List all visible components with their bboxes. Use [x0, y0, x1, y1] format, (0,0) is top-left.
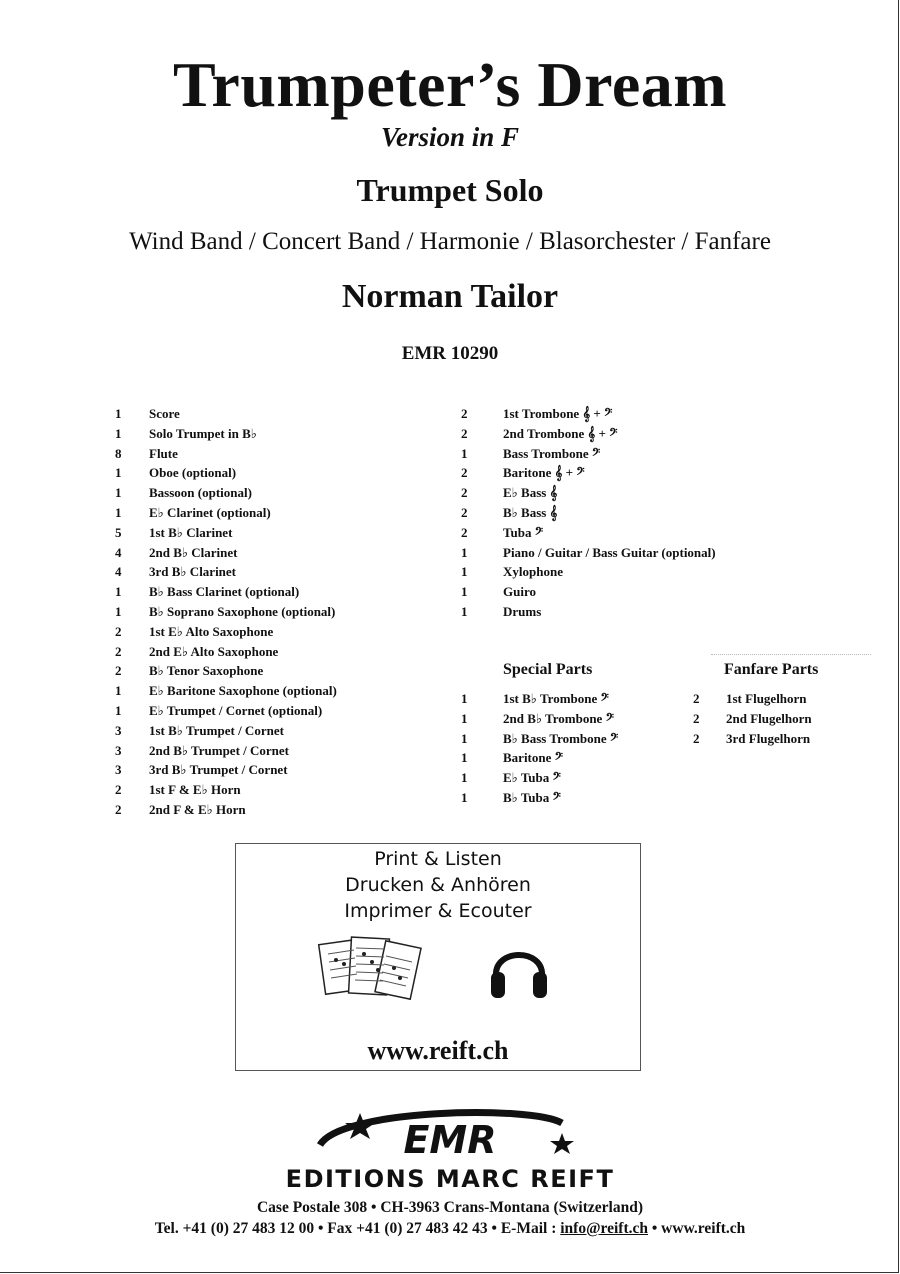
- solo-instrument: Trumpet Solo: [356, 172, 544, 208]
- website-text: • www.reift.ch: [648, 1220, 746, 1237]
- part-row: [693, 729, 853, 749]
- part-name: 1st B♭ Trombone 𝄢: [503, 691, 609, 706]
- part-name: 1st F & E♭ Horn: [149, 782, 241, 798]
- sheet-music-icon: [316, 934, 426, 1014]
- part-quantity: 1: [115, 683, 122, 699]
- part-row: [115, 760, 415, 780]
- part-row: [115, 721, 415, 741]
- part-row: [461, 463, 781, 483]
- part-row: [461, 709, 681, 729]
- part-name: Bass Trombone 𝄢: [503, 445, 601, 461]
- part-quantity: 1: [115, 465, 122, 481]
- fanfare-parts-heading: Fanfare Parts: [724, 661, 819, 678]
- part-name: Oboe (optional): [149, 465, 237, 481]
- catalog-number: EMR 10290: [401, 343, 499, 364]
- part-quantity: 2: [115, 663, 122, 679]
- part-quantity: 1: [115, 425, 122, 441]
- part-row: [115, 642, 415, 662]
- part-quantity: 2: [115, 623, 122, 639]
- part-name: Tuba 𝄢: [503, 524, 544, 540]
- part-row: [115, 622, 415, 642]
- part-row: [461, 582, 781, 602]
- parts-list-right: [461, 404, 781, 622]
- part-quantity: 2: [461, 485, 468, 501]
- part-row: [115, 463, 415, 483]
- part-name: E♭ Clarinet (optional): [149, 504, 271, 520]
- promo-line-english: Print & Listen: [374, 848, 502, 870]
- part-quantity: 5: [115, 524, 122, 540]
- part-row: [461, 543, 781, 563]
- part-name: Piano / Guitar / Bass Guitar (optional): [503, 544, 716, 560]
- part-quantity: 1: [115, 504, 122, 520]
- part-name: Drums: [503, 603, 542, 619]
- part-name: Score: [149, 406, 180, 421]
- part-name: E♭ Tuba 𝄢: [503, 770, 561, 786]
- fanfare-parts-list: [693, 689, 853, 748]
- part-row: [461, 602, 781, 622]
- part-row: [115, 661, 415, 681]
- part-name: 2nd Trombone 𝄞 + 𝄢: [503, 425, 618, 441]
- part-quantity: 1: [115, 485, 122, 501]
- publisher-name: EDITIONS MARC REIFT: [285, 1165, 615, 1193]
- part-quantity: 1: [461, 445, 468, 461]
- part-quantity: 8: [115, 445, 122, 461]
- publisher-address: Case Postale 308 • CH-3963 Crans-Montana (Switzerland): [256, 1199, 643, 1216]
- divider: [711, 654, 871, 655]
- part-quantity: 1: [461, 710, 468, 726]
- part-row: [115, 404, 415, 424]
- part-row: [461, 768, 681, 788]
- part-name: Baritone 𝄞 + 𝄢: [503, 465, 585, 481]
- part-quantity: 2: [693, 730, 700, 746]
- part-quantity: 3: [115, 722, 122, 738]
- emr-logo: [300, 1103, 600, 1163]
- part-row: [115, 800, 415, 820]
- part-row: [115, 444, 415, 464]
- part-name: 3rd B♭ Clarinet: [149, 564, 237, 580]
- part-quantity: 1: [461, 730, 468, 746]
- part-name: 2nd E♭ Alto Saxophone: [149, 643, 279, 659]
- special-parts-heading: Special Parts: [503, 661, 593, 678]
- part-row: [461, 562, 781, 582]
- part-row: [115, 523, 415, 543]
- part-quantity: 2: [115, 782, 122, 798]
- part-row: [115, 582, 415, 602]
- part-quantity: 2: [461, 406, 468, 421]
- part-quantity: 2: [115, 801, 122, 817]
- ensemble-types: Wind Band / Concert Band / Harmonie / Blasorchester / Fanfare: [129, 228, 771, 255]
- part-row: [115, 602, 415, 622]
- page-title: Trumpeter’s Dream: [172, 49, 728, 120]
- part-name: 1st Trombone 𝄞 + 𝄢: [503, 406, 613, 421]
- part-row: [115, 562, 415, 582]
- special-parts-list: [461, 689, 681, 808]
- part-quantity: 3: [115, 742, 122, 758]
- part-name: 2nd F & E♭ Horn: [149, 801, 246, 817]
- part-quantity: 3: [115, 762, 122, 778]
- part-quantity: 4: [115, 544, 122, 560]
- part-row: [461, 748, 681, 768]
- part-quantity: 1: [115, 406, 122, 421]
- part-name: 2nd B♭ Trombone 𝄢: [503, 710, 614, 726]
- part-name: 2nd B♭ Trumpet / Cornet: [149, 742, 289, 758]
- part-name: 1st B♭ Clarinet: [149, 524, 233, 540]
- part-quantity: 1: [461, 789, 468, 805]
- part-name: 3rd B♭ Trumpet / Cornet: [149, 762, 288, 778]
- part-quantity: 2: [115, 643, 122, 659]
- print-listen-box: [235, 843, 641, 1071]
- promo-line-french: Imprimer & Ecouter: [344, 900, 532, 922]
- part-name: Flute: [149, 445, 178, 461]
- part-quantity: 2: [461, 465, 468, 481]
- publisher-contact: [0, 1220, 900, 1238]
- part-quantity: 1: [115, 702, 122, 718]
- part-row: [115, 681, 415, 701]
- part-row: [461, 729, 681, 749]
- part-quantity: 1: [461, 750, 468, 766]
- part-row: [461, 689, 681, 709]
- part-name: 3rd Flugelhorn: [726, 730, 811, 746]
- part-quantity: 2: [461, 524, 468, 540]
- part-name: 2nd Flugelhorn: [726, 710, 812, 726]
- part-name: E♭ Trumpet / Cornet (optional): [149, 702, 323, 718]
- part-quantity: 1: [461, 564, 468, 580]
- part-name: 1st B♭ Trumpet / Cornet: [149, 722, 284, 738]
- part-name: B♭ Tenor Saxophone: [149, 663, 264, 679]
- part-quantity: 4: [115, 564, 122, 580]
- part-name: B♭ Bass Clarinet (optional): [149, 584, 300, 600]
- part-quantity: 2: [693, 691, 700, 706]
- part-name: Bassoon (optional): [149, 485, 252, 501]
- part-name: Solo Trumpet in B♭: [149, 425, 257, 441]
- part-row: [461, 483, 781, 503]
- part-row: [461, 523, 781, 543]
- version-subtitle: Version in F: [380, 122, 520, 152]
- part-name: B♭ Bass 𝄞: [503, 504, 558, 520]
- part-row: [461, 788, 681, 808]
- part-name: E♭ Bass 𝄞: [503, 485, 558, 501]
- promo-line-german: Drucken & Anhören: [345, 874, 531, 896]
- part-row: [693, 689, 853, 709]
- composer-name: Norman Tailor: [341, 278, 559, 315]
- contact-phone-fax: Tel. +41 (0) 27 483 12 00 • Fax +41 (0) 27 483 42 43 • E-Mail :: [154, 1220, 561, 1237]
- part-row: [115, 701, 415, 721]
- part-quantity: 2: [693, 710, 700, 726]
- part-row: [461, 424, 781, 444]
- part-row: [115, 780, 415, 800]
- part-quantity: 1: [115, 603, 122, 619]
- part-quantity: 1: [461, 603, 468, 619]
- part-name: Baritone 𝄢: [503, 750, 563, 766]
- part-quantity: 1: [461, 544, 468, 560]
- part-row: [461, 404, 781, 424]
- part-name: Xylophone: [503, 564, 563, 580]
- part-row: [115, 741, 415, 761]
- part-row: [461, 444, 781, 464]
- part-quantity: 1: [115, 584, 122, 600]
- promo-url[interactable]: www.reift.ch: [367, 1036, 509, 1065]
- logo-text: EMR: [403, 1118, 497, 1162]
- part-quantity: 2: [461, 425, 468, 441]
- part-name: 2nd B♭ Clarinet: [149, 544, 238, 560]
- part-row: [115, 483, 415, 503]
- part-quantity: 1: [461, 691, 468, 706]
- part-name: B♭ Soprano Saxophone (optional): [149, 603, 336, 619]
- part-row: [693, 709, 853, 729]
- part-name: B♭ Bass Trombone 𝄢: [503, 730, 619, 746]
- part-row: [115, 503, 415, 523]
- part-quantity: 1: [461, 770, 468, 786]
- part-name: B♭ Tuba 𝄢: [503, 789, 561, 805]
- part-name: 1st Flugelhorn: [726, 691, 807, 706]
- part-quantity: 1: [461, 584, 468, 600]
- part-row: [115, 543, 415, 563]
- headphones-icon: [488, 936, 550, 1002]
- parts-list-left: [115, 404, 415, 820]
- part-quantity: 2: [461, 504, 468, 520]
- part-row: [461, 503, 781, 523]
- email-link[interactable]: info@reift.ch: [560, 1220, 648, 1237]
- part-name: Guiro: [503, 584, 536, 600]
- part-name: 1st E♭ Alto Saxophone: [149, 623, 274, 639]
- part-name: E♭ Baritone Saxophone (optional): [149, 683, 337, 699]
- part-row: [115, 424, 415, 444]
